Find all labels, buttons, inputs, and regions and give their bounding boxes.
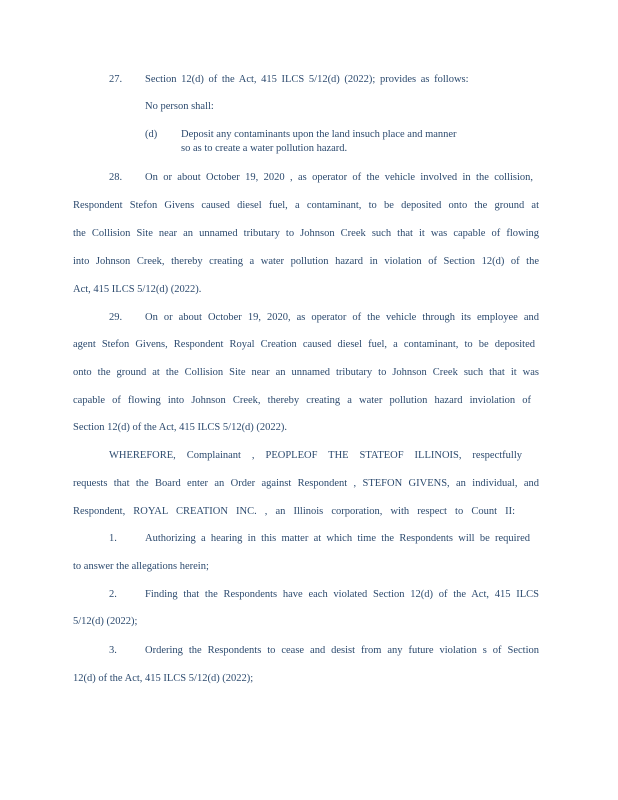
relief-item-text: 12(d) of the Act, 415 ILCS 5/12(d) (2022); (73, 673, 254, 684)
wherefore-clause: WHEREFORE, Complainant , PEOPLEOF THE STATEOF ILLINOIS, respectfully (109, 450, 522, 461)
paragraph-number: 28. (109, 172, 123, 183)
quote-intro: No person shall: (145, 101, 214, 112)
paragraph-text: capable of flowing into Johnson Creek, thereby creating a water pollution hazard inviolation of (73, 395, 531, 406)
wherefore-clause: requests that the Board enter an Order against Respondent , STEFON GIVENS, an individual, and (73, 478, 539, 489)
relief-item-text: Ordering the Respondents to cease and desist from any future violation s of Section (145, 645, 539, 656)
paragraph-text: Section 12(d) of the Act, 415 ILCS 5/12(d) (2022). (73, 422, 288, 433)
relief-item-number: 1. (109, 533, 117, 544)
relief-item-text: Authorizing a hearing in this matter at which time the Respondents will be required (145, 533, 530, 544)
subsection-label: (d) (145, 129, 158, 140)
relief-item-text: 5/12(d) (2022); (73, 616, 138, 627)
paragraph-text: onto the ground at the Collision Site near an unnamed tributary to Johnson Creek such that it was (73, 367, 539, 378)
wherefore-clause: Respondent, ROYAL CREATION INC. , an Illinois corporation, with respect to Count II: (73, 506, 515, 517)
paragraph-text: Section 12(d) of the Act, 415 ILCS 5/12(d) (2022); provides as follows: (145, 74, 469, 85)
subsection-text: Deposit any contaminants upon the land insuch place and manner (181, 129, 457, 140)
paragraph-text: On or about October 19, 2020 , as operator of the vehicle involved in the collision, (145, 172, 533, 183)
paragraph-text: On or about October 19, 2020, as operator of the vehicle through its employee and (145, 312, 539, 323)
relief-item-text: Finding that the Respondents have each violated Section 12(d) of the Act, 415 ILCS (145, 589, 539, 600)
paragraph-text: agent Stefon Givens, Respondent Royal Creation caused diesel fuel, a contaminant, to be deposited (73, 339, 535, 350)
paragraph-text: into Johnson Creek, thereby creating a water pollution hazard in violation of Section 12(d) of the (73, 256, 539, 267)
paragraph-number: 29. (109, 312, 123, 323)
subsection-text: so as to create a water pollution hazard. (181, 143, 348, 154)
relief-item-text: to answer the allegations herein; (73, 561, 209, 572)
paragraph-text: Act, 415 ILCS 5/12(d) (2022). (73, 284, 202, 295)
paragraph-number: 27. (109, 74, 123, 85)
paragraph-text: the Collision Site near an unnamed tributary to Johnson Creek such that it was capable of flowing (73, 228, 539, 239)
relief-item-number: 2. (109, 589, 117, 600)
paragraph-text: Respondent Stefon Givens caused diesel fuel, a contaminant, to be deposited onto the ground at (73, 200, 539, 211)
relief-item-number: 3. (109, 645, 117, 656)
